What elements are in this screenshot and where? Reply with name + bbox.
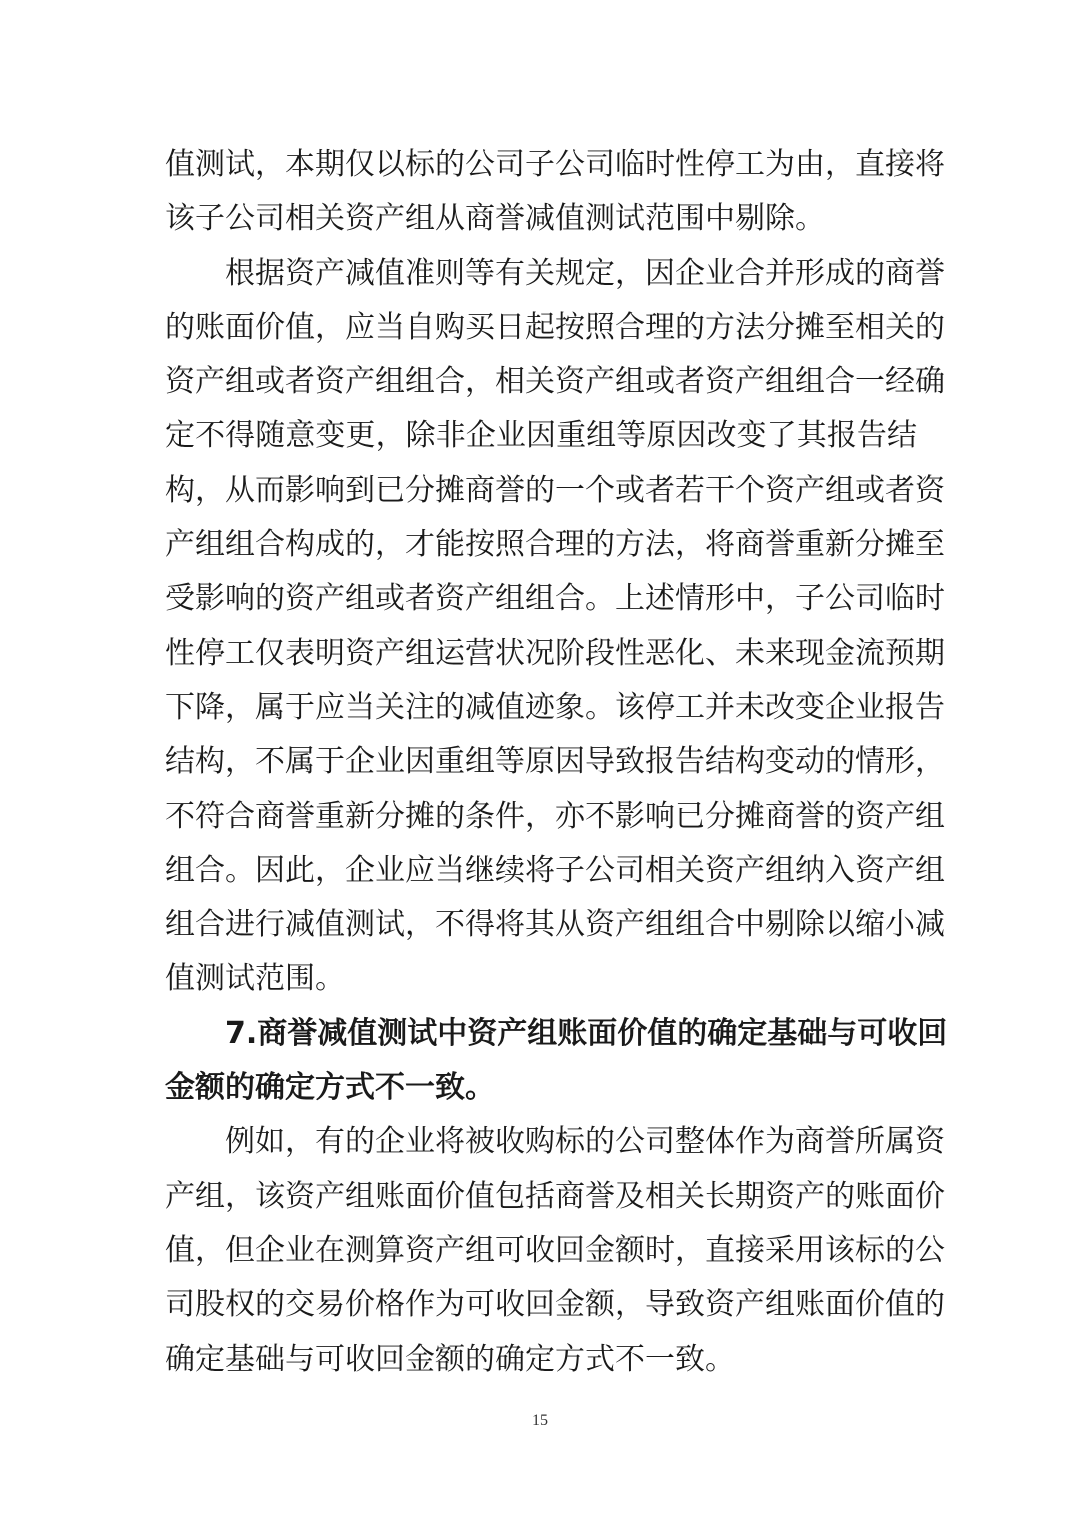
text-line: 受影响的资产组或者资产组组合。上述情形中，子公司临时: [165, 581, 945, 617]
text-line: 该子公司相关资产组从商誉减值测试范围中剔除。: [165, 201, 825, 237]
text-line: 性停工仅表明资产组运营状况阶段性恶化、未来现金流预期: [165, 635, 945, 671]
text-line: 值，但企业在测算资产组可收回金额时，直接采用该标的公: [165, 1232, 945, 1268]
body-text: [165, 138, 948, 1387]
text-line: 根据资产减值准则等有关规定，因企业合并形成的商誉: [165, 255, 945, 291]
text-line: 司股权的交易价格作为可收回金额，导致资产组账面价值的: [165, 1287, 945, 1323]
text-line: 定不得随意变更，除非企业因重组等原因改变了其报告结: [165, 418, 917, 454]
text-line: 的账面价值，应当自购买日起按照合理的方法分摊至相关的: [165, 309, 945, 345]
text-line: 产组，该资产组账面价值包括商誉及相关长期资产的账面价: [165, 1178, 945, 1214]
text-line: 资产组或者资产组组合，相关资产组或者资产组组合一经确: [165, 364, 945, 400]
text-line: 组合。因此，企业应当继续将子公司相关资产组纳入资产组: [165, 852, 945, 888]
page-number: 15: [532, 1412, 548, 1429]
section-heading-line: 7.商誉减值测试中资产组账面价值的确定基础与可收回: [165, 1015, 948, 1051]
text-line: 产组组合构成的，才能按照合理的方法，将商誉重新分摊至: [165, 527, 945, 563]
text-line: 组合进行减值测试，不得将其从资产组组合中剔除以缩小减: [165, 907, 945, 943]
text-line: 值测试范围。: [165, 961, 345, 997]
text-line: 例如，有的企业将被收购标的公司整体作为商誉所属资: [165, 1124, 945, 1160]
text-line: 下降，属于应当关注的减值迹象。该停工并未改变企业报告: [165, 689, 945, 725]
text-line: 不符合商誉重新分摊的条件，亦不影响已分摊商誉的资产组: [165, 798, 945, 834]
text-line: 值测试，本期仅以标的公司子公司临时性停工为由，直接将: [165, 147, 945, 182]
text-line: 确定基础与可收回金额的确定方式不一致。: [165, 1341, 735, 1377]
text-line: 构，从而影响到已分摊商誉的一个或者若干个资产组或者资: [165, 472, 945, 508]
section-heading-line: 金额的确定方式不一致。: [165, 1070, 495, 1106]
text-line: 结构，不属于企业因重组等原因导致报告结构变动的情形，: [165, 744, 945, 780]
